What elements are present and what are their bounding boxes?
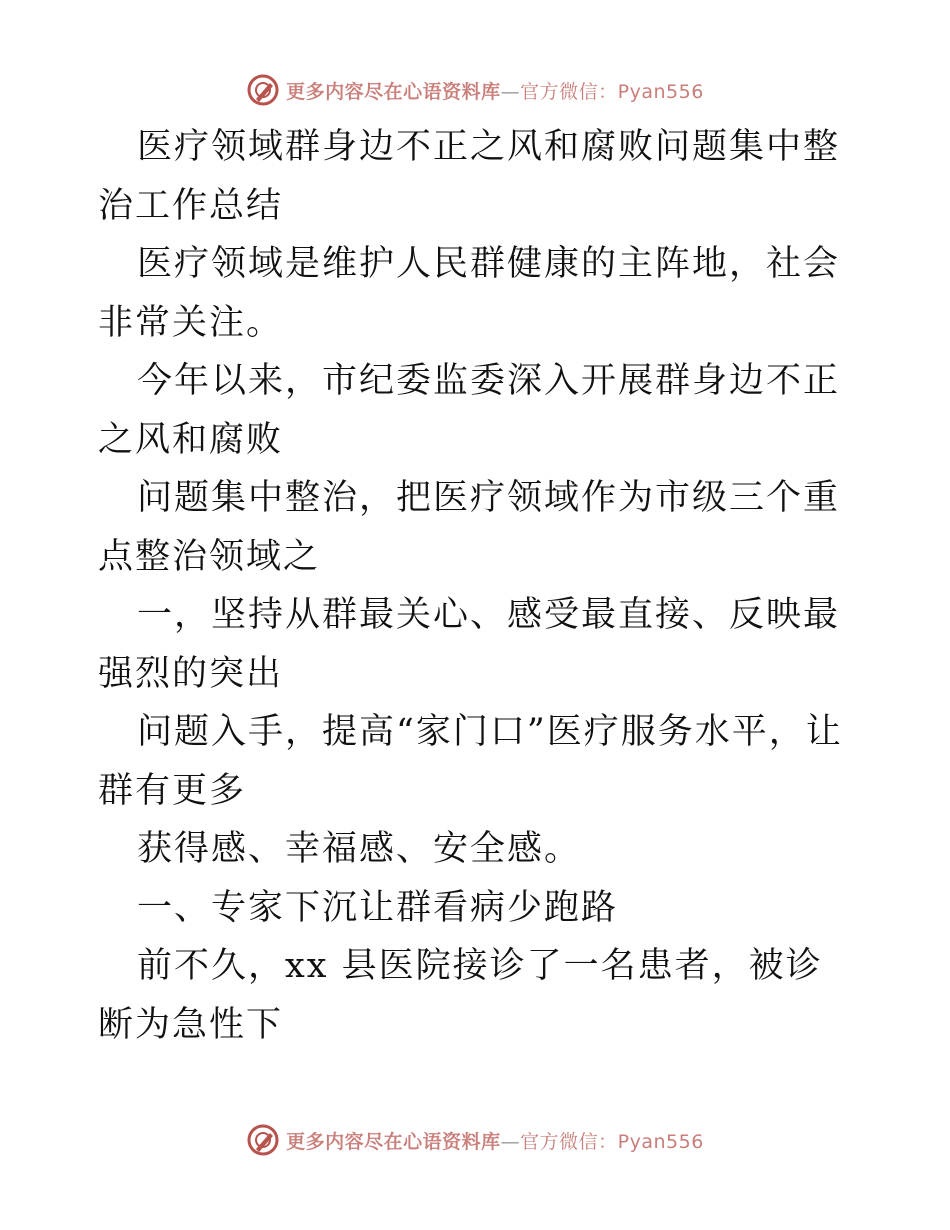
logo-icon	[246, 73, 280, 107]
section-heading: 一、专家下沉让群看病少跑路	[137, 887, 619, 928]
header-banner-text	[286, 77, 704, 104]
logo-icon	[246, 1123, 280, 1157]
footer-wechat-text: 官方微信：Pyan556	[520, 1130, 704, 1153]
header-separator: —	[500, 80, 521, 103]
footer-separator: —	[500, 1130, 521, 1153]
paragraph: 问题集中整治，把医疗领域作为市级三个重点整治领域之	[98, 478, 841, 577]
paragraph: 医疗领域是维护人民群健康的主阵地，社会非常关注。	[98, 244, 841, 343]
paragraph: 问题入手，提高“家门口”医疗服务水平，让群有更多	[98, 712, 843, 811]
paragraph: 一，坚持从群最关心、感受最直接、反映最强烈的突出	[98, 595, 841, 694]
footer-watermark-banner	[0, 1120, 950, 1160]
footer-banner-text	[286, 1127, 704, 1154]
footer-brand-text: 更多内容尽在心语资料库	[286, 1130, 501, 1153]
header-watermark-banner	[0, 70, 950, 110]
document-body	[98, 118, 854, 1054]
header-wechat-text: 官方微信：Pyan556	[520, 80, 704, 103]
paragraph: 今年以来，市纪委监委深入开展群身边不正之风和腐败	[98, 361, 841, 460]
paragraph: 前不久，xx 县医院接诊了一名患者，被诊断为急性下	[98, 946, 823, 1045]
document-title: 医疗领域群身边不正之风和腐败问题集中整治工作总结	[98, 127, 841, 226]
paragraph: 获得感、幸福感、安全感。	[137, 829, 582, 869]
header-brand-text: 更多内容尽在心语资料库	[286, 80, 501, 103]
